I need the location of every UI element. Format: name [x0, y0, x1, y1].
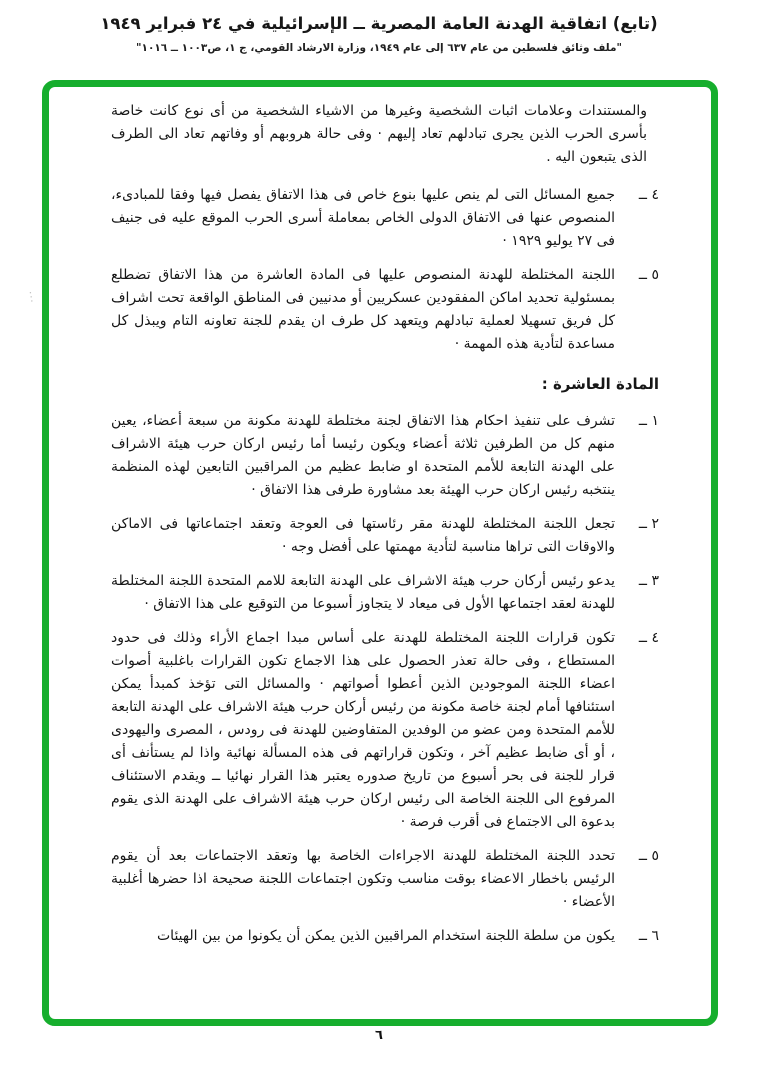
- numbered-item: [111, 627, 659, 834]
- numbered-item: [111, 925, 659, 948]
- item-text: تشرف على تنفيذ احكام هذا الاتفاق لجنة مختلطة للهدنة مكونة من سبعة أعضاء، يعين منهم كل من الطرفين ثلاثة أعضاء ويكون رئيسا أما رئيس اركان حرب هيئة الاشراف على الهدنة التابعة للأمم المتحدة او ضابط عظيم من المراقبين التابعين لهذه المنظمة ينتخبه رئيس اركان حرب الهيئة بعد مشاورة طرفى هذا الاتفاق ·: [111, 413, 615, 498]
- item-text: اللجنة المختلطة للهدنة المنصوص عليها فى المادة العاشرة من هذا الاتفاق تضطلع بمسئولية تحديد اماكن المفقودين عسكريين أو مدنيين فى المناطق الواقعة تحت اشراف كل فريق تسهيلا لعملية تبادلهم ويتعهد كل طرف ان يقدم للجنة تعاونه التام ويبذل كل مساعدة لتأدية هذه المهمة ·: [111, 267, 615, 352]
- item-number: ٦ ــ: [638, 928, 659, 944]
- green-frame: [42, 80, 718, 1026]
- numbered-item: [111, 570, 659, 616]
- continuation-paragraph: والمستندات وعلامات اثبات الشخصية وغيرها من الاشياء الشخصية من أى نوع كانت خاصة بأسرى الحرب الذين يجرى تبادلهم تعاد إليهم · وفى حالة هروبهم أو وفاتهم تعاد الى الطرف الذى يتبعون اليه .: [111, 103, 647, 165]
- page-number: ٦: [375, 1028, 383, 1043]
- numbered-item: [111, 513, 659, 559]
- item-number: ٤ ــ: [638, 187, 659, 203]
- document-title: (تابع) اتفاقية الهدنة العامة المصرية ــ الإسرائيلية في ٢٤ فبراير ١٩٤٩: [100, 14, 658, 33]
- numbered-item: [111, 184, 659, 253]
- article-ten-heading: المادة العاشرة :: [541, 375, 659, 393]
- item-text: تكون قرارات اللجنة المختلطة للهدنة على أساس مبدا اجماع الأراء وذلك فى حدود المستطاع ، وفى حالة تعذر الحصول على هذا الاجماع تكون القرارات باغلبية أصوات اعضاء اللجنة الموجودين الذين أعطوا أصواتهم · والمسائل التى تؤخذ كمبدأ يمكن استئنافها أمام لجنة خاصة مكونة من رئيس أركان حرب هيئة الاشراف على الهدنة التابعة للأمم المتحدة ومن عضو من الوفدين المتفاوضين للهدنة فى رودس ، المصرى واليهودى ، أو أى ضابط عظيم آخر ، وتكون قراراتهم فى هذه المسألة نهائية واذا لم يستأنف أى قرار للجنة فى بحر أسبوع من تاريخ صدوره يعتبر هذا القرار نهائيا ــ ويقدم الاستئناف المرفوع الى اللجنة الخاصة الى رئيس اركان حرب هيئة الاشراف على الهدنة الذى يقوم بدعوة الى الاجتماع فى أقرب فرصة ·: [111, 630, 615, 830]
- numbered-item: [111, 845, 659, 914]
- item-number: ٢ ــ: [638, 516, 659, 532]
- numbered-item: [111, 410, 659, 502]
- numbered-item: [111, 264, 659, 356]
- page-header: [0, 12, 758, 54]
- item-text: جميع المسائل التى لم ينص عليها بنوع خاص فى هذا الاتفاق يفصل فيها وفقا للمبادىء، المنصوص عنها فى الاتفاق الدولى الخاص بمعاملة أسرى الحرب الموقع عليه فى جنيف فى ٢٧ يوليو ١٩٢٩ ·: [111, 187, 615, 249]
- item-text: يدعو رئيس أركان حرب هيئة الاشراف على الهدنة التابعة للامم المتحدة اللجنة المختلطة للهدنة لعقد اجتماعها الأول فى ميعاد لا يتجاوز أسبوعا من التوقيع على هذا الاتفاق ·: [111, 573, 615, 612]
- item-number: ١ ــ: [638, 413, 659, 429]
- source-citation: "ملف وثائق فلسطين من عام ٦٣٧ إلى عام ١٩٤٩، وزارة الارشاد القومي، ج ١، ص١٠٠٣ ــ ١٠١٦": [136, 42, 622, 55]
- item-number: ٥ ــ: [638, 267, 659, 283]
- item-text: تجعل اللجنة المختلطة للهدنة مقر رئاستها فى العوجة وتعقد اجتماعاتها فى الاماكن والاوقات التى تراها مناسبة لتأدية مهمتها على أفضل وجه ·: [111, 516, 615, 555]
- item-text: تحدد اللجنة المختلطة للهدنة الاجراءات الخاصة بها وتعقد الاجتماعات بعد أن يقوم الرئيس باخطار الاعضاء بوقت مناسب وتكون اجتماعات اللجنة صحيحة اذا حضرها أغلبية الأعضاء ·: [111, 848, 615, 910]
- item-number: ٥ ــ: [638, 848, 659, 864]
- item-number: ٣ ــ: [638, 573, 659, 589]
- margin-pencil-mark: ···: [23, 290, 37, 305]
- item-number: ٤ ــ: [638, 630, 659, 646]
- item-text: يكون من سلطة اللجنة استخدام المراقبين الذين يمكن أن يكونوا من بين الهيئات: [157, 928, 615, 944]
